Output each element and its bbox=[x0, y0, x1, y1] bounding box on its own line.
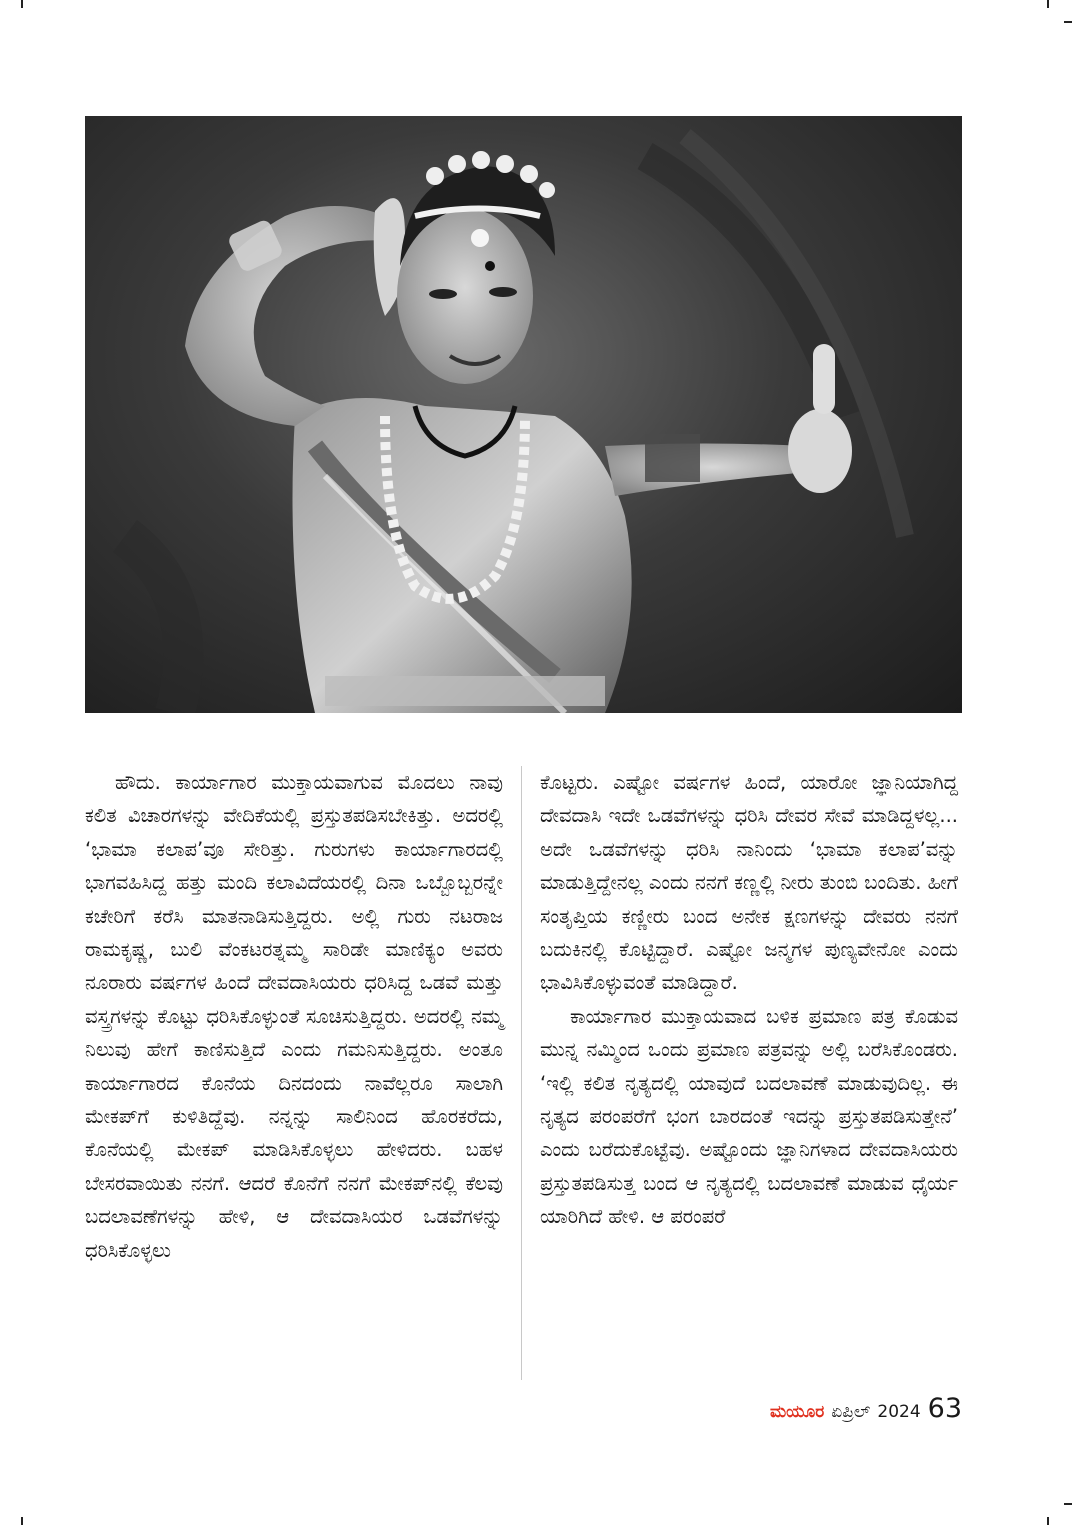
page-number: 63 bbox=[927, 1393, 962, 1424]
crop-mark-right-lower bbox=[1064, 1503, 1072, 1505]
paragraph: ಕಾರ್ಯಾಗಾರ ಮುಕ್ತಾಯವಾದ ಬಳಿಕ ಪ್ರಮಾಣ ಪತ್ರ ಕೊಡುವ ಮುನ್ನ ನಮ್ಮಿಂದ ಒಂದು ಪ್ರಮಾಣ ಪತ್ರವನ್ನು ಅಲ್ಲಿ ಬರೆಸಿಕೊಂಡರು. ‘ಇಲ್ಲಿ ಕಲಿತ ನೃತ್ಯದಲ್ಲಿ ಯಾವುದೆ ಬದಲಾವಣೆ ಮಾಡುವುದಿಲ್ಲ. ಈ ನೃತ್ಯದ ಪರಂಪರೆಗೆ ಭಂಗ ಬಾರದಂತೆ ಇದನ್ನು ಪ್ರಸ್ತುತಪಡಿಸುತ್ತೇನೆ’ ಎಂದು ಬರೆದುಕೊಟ್ಟೆವು. ಅಷ್ಟೊಂದು ಜ್ಞಾನಿಗಳಾದ ದೇವದಾಸಿಯರು ಪ್ರಸ್ತುತಪಡಿಸುತ್ತ ಬಂದ ಆ ನೃತ್ಯದಲ್ಲಿ ಬದಲಾವಣೆ ಮಾಡುವ ಧೈರ್ಯ ಯಾರಿಗಿದೆ ಹೇಳಿ. ಆ ಪರಂಪರೆ bbox=[540, 1004, 958, 1229]
column-divider bbox=[521, 766, 522, 1380]
article-column-left bbox=[85, 766, 503, 1267]
magazine-logo: ಮಯೂರ bbox=[770, 1402, 825, 1422]
paragraph: ಕೊಟ್ಟರು. ಎಷ್ಟೋ ವರ್ಷಗಳ ಹಿಂದೆ, ಯಾರೋ ಜ್ಞಾನಿಯಾಗಿದ್ದ ದೇವದಾಸಿ ಇದೇ ಒಡವೆಗಳನ್ನು ಧರಿಸಿ ದೇವರ ಸೇವೆ ಮಾಡಿದ್ದಳಲ್ಲ... ಅದೇ ಒಡವೆಗಳನ್ನು ಧರಿಸಿ ನಾನಿಂದು ‘ಭಾಮಾ ಕಲಾಪ’ವನ್ನು ಮಾಡುತ್ತಿದ್ದೇನಲ್ಲ ಎಂದು ನನಗೆ ಕಣ್ಣಲ್ಲಿ ನೀರು ತುಂಬಿ ಬಂದಿತು. ಹೀಗೆ ಸಂತೃಪ್ತಿಯ ಕಣ್ಣೀರು ಬಂದ ಅನೇಕ ಕ್ಷಣಗಳನ್ನು ದೇವರು ನನಗೆ ಬದುಕಿನಲ್ಲಿ ಕೊಟ್ಟಿದ್ದಾರೆ. ಎಷ್ಟೋ ಜನ್ಮಗಳ ಪುಣ್ಯವೇನೋ ಎಂದು ಭಾವಿಸಿಕೊಳ್ಳುವಂತೆ ಮಾಡಿದ್ದಾರೆ. bbox=[540, 771, 958, 995]
dancer-photo bbox=[85, 116, 962, 713]
crop-mark-top-left bbox=[21, 0, 23, 8]
paragraph: ಹೌದು. ಕಾರ್ಯಾಗಾರ ಮುಕ್ತಾಯವಾಗುವ ಮೊದಲು ನಾವು ಕಲಿತ ವಿಚಾರಗಳನ್ನು ವೇದಿಕೆಯಲ್ಲಿ ಪ್ರಸ್ತುತಪಡಿಸಬೇಕಿತ್ತು. ಅದರಲ್ಲಿ ‘ಭಾಮಾ ಕಲಾಪ’ವೂ ಸೇರಿತ್ತು. ಗುರುಗಳು ಕಾರ್ಯಾಗಾರದಲ್ಲಿ ಭಾಗವಹಿಸಿದ್ದ ಹತ್ತು ಮಂದಿ ಕಲಾವಿದೆಯರಲ್ಲಿ ದಿನಾ ಒಬ್ಬೊಬ್ಬರನ್ನೇ ಕಚೇರಿಗೆ ಕರೆಸಿ ಮಾತನಾಡಿಸುತ್ತಿದ್ದರು. ಅಲ್ಲಿ ಗುರು ನಟರಾಜ ರಾಮಕೃಷ್ಣ, ಬುಲಿ ವೆಂಕಟರತ್ನಮ್ಮ ಸಾರಿಡೇ ಮಾಣಿಕ್ಯಂ ಅವರು ನೂರಾರು ವರ್ಷಗಳ ಹಿಂದೆ ದೇವದಾಸಿಯರು ಧರಿಸಿದ್ದ ಒಡವೆ ಮತ್ತು ವಸ್ತ್ರಗಳನ್ನು ಕೊಟ್ಟು ಧರಿಸಿಕೊಳ್ಳುಂತೆ ಸೂಚಿಸುತ್ತಿದ್ದರು. ಅದರಲ್ಲಿ ನಮ್ಮ ನಿಲುವು ಹೇಗೆ ಕಾಣಿಸುತ್ತಿದೆ ಎಂದು ಗಮನಿಸುತ್ತಿದ್ದರು. ಅಂತೂ ಕಾರ್ಯಾಗಾರದ ಕೊನೆಯ ದಿನದಂದು ನಾವೆಲ್ಲರೂ ಸಾಲಾಗಿ ಮೇಕಪ್‌ಗೆ ಕುಳಿತಿದ್ದೆವು. ನನ್ನನ್ನು ಸಾಲಿನಿಂದ ಹೊರಕರೆದು, ಕೊನೆಯಲ್ಲಿ ಮೇಕಪ್ ಮಾಡಿಸಿಕೊಳ್ಳಲು ಹೇಳಿದರು. ಬಹಳ ಬೇಸರವಾಯಿತು ನನಗೆ. ಆದರೆ ಕೊನೆಗೆ ನನಗೆ ಮೇಕಪ್‌ನಲ್ಲಿ ಕೆಲವು ಬದಲಾವಣೆಗಳನ್ನು ಹೇಳಿ, ಆ ದೇವದಾಸಿಯರ ಒಡವೆಗಳನ್ನು ಧರಿಸಿಕೊಳ್ಳಲು bbox=[85, 771, 503, 1262]
issue-month: ಏಪ್ರಿಲ್ bbox=[831, 1402, 871, 1422]
dancer-photo-icon bbox=[85, 116, 962, 713]
crop-mark-top-right bbox=[1047, 0, 1049, 8]
crop-mark-right-upper bbox=[1064, 21, 1072, 23]
crop-mark-bottom-right bbox=[1047, 1517, 1049, 1525]
crop-mark-bottom-left bbox=[21, 1517, 23, 1525]
issue-year: 2024 bbox=[877, 1402, 921, 1422]
article-column-right bbox=[540, 766, 958, 1234]
page-footer bbox=[770, 1393, 962, 1427]
